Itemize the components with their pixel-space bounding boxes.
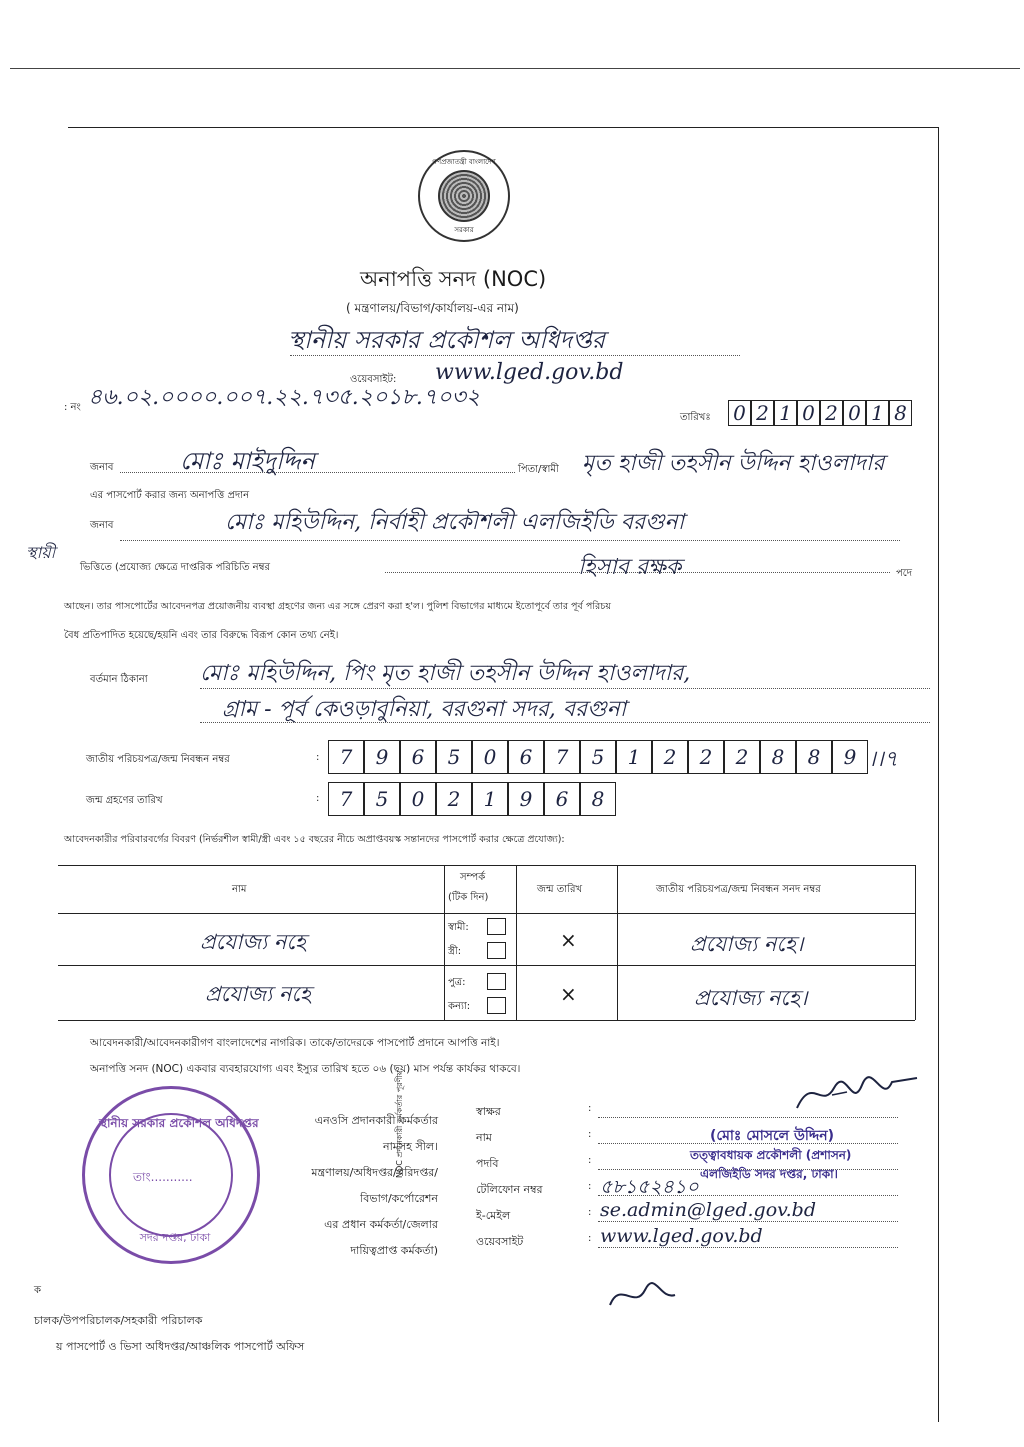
signatory-field-label: স্বাক্ষর (476, 1105, 501, 1118)
address-line-a (200, 688, 930, 689)
stamp-ring-text: স্থানীয় সরকার প্রকৌশল অধিদপ্তর (99, 1116, 259, 1130)
website-value: www.lged.gov.bd (435, 360, 624, 385)
dob-digit-box: 2 (436, 782, 472, 816)
table-col-rule-3 (617, 865, 618, 1020)
ministry-subtitle: ( মন্ত্রণালয়/বিভাগ/কার্যালয়-এর নাম) (346, 301, 519, 315)
form-right-border (938, 127, 939, 1422)
row1-name: প্রযোজ্য নহে (200, 930, 306, 954)
row2-nid: প্রযোজ্য নহে। (694, 986, 808, 1010)
row2-rel-a: পুত্র: (448, 977, 466, 988)
col-header-dob: জন্ম তারিখ (537, 884, 583, 895)
col-header-relation-sub: (টিক দিন) (448, 892, 489, 903)
dob-digit-box: 8 (580, 782, 616, 816)
signatory-field-label: নাম (476, 1131, 492, 1144)
signatory-field-line (598, 1247, 898, 1248)
table-col-rule-4 (915, 865, 916, 1020)
signatory-field-label: ওয়েবসাইট (476, 1235, 524, 1248)
nid-digit-box: 6 (400, 740, 436, 774)
table-row-rule (58, 965, 915, 966)
date-label: তারিখঃ (680, 412, 711, 423)
row1-nid: প্রযোজ্য নহে। (690, 932, 804, 956)
dob-digit-box: 5 (364, 782, 400, 816)
address-label: বর্তমান ঠিকানা (90, 674, 148, 685)
nid-trailing: ।।৭ (868, 747, 899, 772)
signatory-field-colon: : (588, 1233, 592, 1244)
footer-line2: চালক/উপপরিচালক/সহকারী পরিচালক (34, 1314, 203, 1327)
row1-rel-a: স্বামী: (448, 922, 469, 933)
employee-basis-text: ভিত্তিতে (প্রযোজ্য ক্ষেত্রে দাপ্তরিক পরিচিতি নম্বর (80, 562, 271, 573)
col-header-nid: জাতীয় পরিচয়পত্র/জন্ম নিবন্ধন সনদ নম্বর (656, 884, 821, 895)
nid-digit-box: 8 (760, 740, 796, 774)
nid-digit-box: 2 (724, 740, 760, 774)
nid-digit-box: 5 (580, 740, 616, 774)
office-name-line (290, 355, 740, 356)
checkbox-son[interactable] (487, 973, 506, 990)
website-label: ওয়েবসাইট: (350, 374, 397, 385)
signatory-field-value: www.lged.gov.bd (600, 1225, 763, 1247)
table-bottom-rule (58, 1020, 915, 1021)
dob-colon: : (316, 793, 320, 804)
nid-digit-box: 6 (508, 740, 544, 774)
applicant-label: জনাব (90, 462, 114, 473)
seal-emblem-icon (438, 170, 490, 222)
row1-dob: × (560, 928, 577, 952)
signatory-field-label: টেলিফোন নম্বর (476, 1183, 543, 1196)
signatory-field-label: পদবি (476, 1157, 499, 1170)
row1-rel-b: স্ত্রী: (448, 946, 462, 957)
seal-ring-bottom-text: সরকার (454, 226, 474, 234)
dob-digit-box: 0 (400, 782, 436, 816)
nid-label: জাতীয় পরিচয়পত্র/জন্ম নিবন্ধন নম্বর (86, 754, 230, 765)
nid-digit-box: 5 (436, 740, 472, 774)
father-name: মৃত হাজী তহসীন উদ্দিন হাওলাদার (582, 451, 885, 476)
nid-digit-box: 2 (652, 740, 688, 774)
table-col-rule-1 (444, 865, 445, 1020)
date-digit-box: 0 (843, 400, 866, 426)
employee-name: মোঃ মহিউদ্দিন, নির্বাহী প্রকৌশলী এলজিইডি বরগুনা (225, 510, 685, 535)
declaration-line1: আবেদনকারী/আবেদনকারীগণ বাংলাদেশের নাগরিক। তাকে/তাদেরকে পাসপোর্ট প্রদানে আপত্তি নাই। (90, 1037, 500, 1049)
declaration-line2: অনাপত্তি সনদ (NOC) একবার ব্যবহারযোগ্য এবং ইস্যুর তারিখ হতে ০৬ (ছয়) মাস পর্যন্ত কার্যকর থাকবে। (90, 1063, 521, 1075)
nid-digit-box: 2 (688, 740, 724, 774)
stamp-center-text: তাং........... (133, 1170, 193, 1184)
employee-para1: আছেন। তার পাসপোর্টের আবেদনপত্র প্রয়োজনীয় ব্যবস্থা গ্রহণের জন্য এর সঙ্গে প্রেরণ করা হ'ল। পুলিশ বিভাগের মাধ্যমে ইতোপূর্বে তার পূর্ব পরিচয় (64, 601, 611, 612)
date-digit-box: 0 (797, 400, 820, 426)
officer-office: এলজিইডি সদর দপ্তর, ঢাকা। (700, 1167, 838, 1181)
employee-para2: বৈধ প্রতিপাদিত হয়েছে/হয়নি এবং তার বিরুদ্ধে বিরূপ কোন তথ্য নেই। (64, 630, 339, 641)
officer-title: তত্ত্বাবধায়ক প্রকৌশলী (প্রশাসন) (690, 1148, 852, 1162)
row2-name: প্রযোজ্য নহে (205, 982, 311, 1006)
signatory-desc-line: দায়িত্বপ্রাপ্ত কর্মকর্তা) (350, 1244, 438, 1257)
employee-post: হিসাব রক্ষক (578, 555, 682, 580)
office-round-stamp (82, 1086, 260, 1264)
col-header-name: নাম (232, 884, 247, 895)
date-digit-box: 0 (728, 400, 751, 426)
vertical-note: NOC প্রদানকারী কর্মকর্তার পূরণীয় (395, 1070, 404, 1178)
signatory-desc-line: বিভাগ/কর্পোরেশন (360, 1192, 438, 1205)
employee-label: জনাব (90, 520, 114, 531)
father-label: পিতা/স্বামী (518, 464, 559, 475)
form-top-border (68, 127, 938, 128)
scan-edge-line (10, 68, 1020, 69)
dob-digit-box: 6 (544, 782, 580, 816)
applicant-name: মোঃ মাইদুদ্দিন (180, 447, 315, 475)
col-header-relation: সম্পর্ক (460, 872, 486, 883)
dob-digit-box: 9 (508, 782, 544, 816)
footer-line3: য় পাসপোর্ট ও ভিসা অধিদপ্তর/আঞ্চলিক পাসপোর্ট অফিস (56, 1340, 305, 1353)
signatory-desc-line: এনওসি প্রদানকারী কর্মকর্তার (314, 1114, 438, 1127)
signatory-field-colon: : (588, 1207, 592, 1218)
nid-digit-box: 9 (364, 740, 400, 774)
checkbox-daughter[interactable] (487, 997, 506, 1014)
nid-digit-box: 1 (616, 740, 652, 774)
nid-digit-box: 8 (796, 740, 832, 774)
family-intro: আবেদনকারীর পরিবারবর্গের বিবরণ (নির্ভরশীল স্বামী/স্ত্রী এবং ১৫ বছরের নীচে অপ্রাপ্তবয়স্ক সন্তানদের পাসপোর্ট করার ক্ষেত্রে প্রযোজ্য): (64, 834, 565, 845)
dob-label: জন্ম গ্রহণের তারিখ (86, 795, 163, 806)
employee-margin-note: স্থায়ী (26, 543, 56, 562)
stamp-bottom-text: সদর দপ্তর, ঢাকা (139, 1231, 211, 1244)
nid-digit-box: 9 (832, 740, 868, 774)
row2-rel-b: কন্যা: (448, 1001, 471, 1012)
address-line-b (200, 722, 930, 723)
date-digit-box: 2 (820, 400, 843, 426)
signature-mark (792, 1070, 922, 1120)
ref-prefix: : নং (64, 402, 81, 413)
signatory-field-colon: : (588, 1155, 592, 1166)
applicant-line2: এর পাসপোর্ট করার জন্য অনাপত্তি প্রদান (90, 490, 250, 501)
initial-mark (600, 1275, 680, 1315)
address-line2: গ্রাম - পূর্ব কেওড়াবুনিয়া, বরগুনা সদর, বরগুনা (222, 697, 627, 722)
nid-colon: : (316, 752, 320, 763)
date-digit-box: 2 (751, 400, 774, 426)
signatory-field-line (598, 1221, 898, 1222)
dob-digit-box: 7 (328, 782, 364, 816)
checkbox-husband[interactable] (487, 918, 506, 935)
signatory-desc-line: এর প্রধান কর্মকর্তা/জেলার (324, 1218, 438, 1231)
nid-digit-box: 0 (472, 740, 508, 774)
row2-dob: × (560, 982, 577, 1006)
employee-line (120, 540, 900, 541)
signatory-desc-line: মন্ত্রণালয়/অধিদপ্তর/পরিদপ্তর/ (311, 1166, 438, 1179)
office-name: স্থানীয় সরকার প্রকৌশল অধিদপ্তর (288, 326, 606, 354)
ref-number: ৪৬.০২.০০০০.০০৭.২২.৭৩৫.২০১৮.৭০৩২ (88, 385, 481, 410)
checkbox-wife[interactable] (487, 942, 506, 959)
signatory-field-value: se.admin@lged.gov.bd (600, 1199, 816, 1221)
signatory-field-label: ই-মেইল (476, 1209, 511, 1222)
date-digit-box: 1 (774, 400, 797, 426)
dob-digit-box: 1 (472, 782, 508, 816)
nid-digit-box: 7 (544, 740, 580, 774)
address-line1: মোঃ মহিউদ্দিন, পিং মৃত হাজী তহসীন উদ্দিন হাওলাদার, (200, 661, 691, 686)
table-top-rule (58, 865, 915, 866)
government-seal (418, 150, 510, 242)
signatory-field-value: ৫৮১৫২৪১০ (600, 1176, 699, 1198)
table-header-rule (58, 913, 915, 914)
post-suffix: পদে (896, 568, 913, 579)
seal-ring-top-text: গণপ্রজাতন্ত্রী বাংলাদেশ (432, 158, 496, 166)
signatory-desc-line: নামসহ সীল। (383, 1140, 438, 1153)
footer-line1: ক (34, 1285, 41, 1296)
nid-digit-box: 7 (328, 740, 364, 774)
date-digit-box: 1 (866, 400, 889, 426)
document-title: অনাপত্তি সনদ (NOC) (360, 267, 547, 291)
signatory-field-colon: : (588, 1103, 592, 1114)
table-col-rule-2 (516, 865, 517, 1020)
signatory-field-colon: : (588, 1181, 592, 1192)
date-digit-box: 8 (889, 400, 912, 426)
officer-name: (মোঃ মোসলে উদ্দিন) (710, 1128, 834, 1144)
signatory-field-colon: : (588, 1129, 592, 1140)
